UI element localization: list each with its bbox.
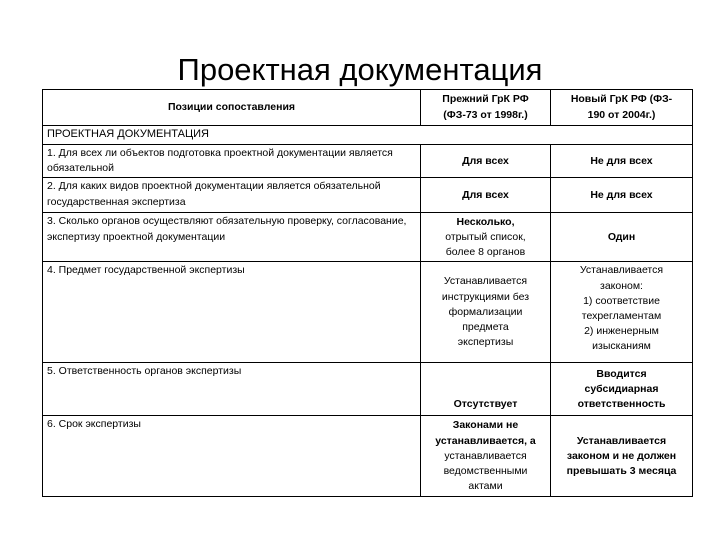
table-row — [43, 262, 693, 363]
row-new-line: изысканиям — [592, 340, 651, 353]
row-position: 2. Для каких видов проектной документации является обязательной государственная экспертиза — [43, 178, 421, 213]
header-positions: Позиции сопоставления — [43, 90, 421, 126]
row-position: 4. Предмет государственной экспертизы — [43, 262, 421, 363]
row-new-line: субсидиарная — [584, 382, 659, 395]
header-row — [43, 90, 693, 126]
table-row — [43, 178, 693, 213]
header-new-law-line: 190 от 2004г.) — [587, 108, 656, 121]
row-old-line: ведомственными — [443, 464, 528, 477]
row-old-line: Законами не — [452, 419, 519, 432]
row-new-line: законом и не должен — [566, 449, 677, 462]
row-old-value: Отсутствует — [421, 363, 551, 416]
header-old-law-line: Прежний ГрК РФ — [442, 93, 529, 106]
row-new-line: Устанавливается — [576, 434, 667, 447]
row-new-value — [551, 262, 693, 363]
page-title: Проектная документация — [177, 52, 543, 87]
row-new-line: Вводится — [596, 367, 647, 380]
row-new-value — [551, 363, 693, 416]
row-new-value: Не для всех — [551, 144, 693, 177]
row-old-line: предмета — [462, 320, 509, 333]
row-old-line: актами — [468, 480, 503, 493]
table-row — [43, 416, 693, 497]
row-old-line: устанавливается — [444, 449, 527, 462]
header-new-law-line: Новый ГрК РФ (ФЗ- — [570, 93, 673, 106]
row-new-line: законом: — [600, 279, 643, 292]
row-new-value: Не для всех — [551, 178, 693, 213]
row-new-line: превышать 3 месяца — [566, 464, 677, 477]
row-old-value — [421, 416, 551, 497]
row-old-line: экспертизы — [457, 336, 514, 349]
row-new-line: техрегламентам — [581, 310, 662, 323]
row-old-value: Для всех — [421, 144, 551, 177]
row-new-line: 1) соответствие — [583, 294, 660, 307]
row-new-value — [551, 416, 693, 497]
row-old-line: Устанавливается — [443, 275, 528, 288]
row-position: 1. Для всех ли объектов подготовка проектной документации является обязательной — [43, 144, 421, 177]
header-old-law — [421, 90, 551, 126]
row-old-line: более 8 органов — [445, 245, 526, 258]
table-row — [43, 144, 693, 177]
row-old-line: инструкциями без — [441, 290, 530, 303]
row-old-line: формализации — [448, 305, 523, 318]
section-row — [43, 126, 693, 145]
row-new-line: Устанавливается — [579, 264, 664, 277]
section-label: ПРОЕКТНАЯ ДОКУМЕНТАЦИЯ — [43, 126, 693, 145]
header-new-law — [551, 90, 693, 126]
row-old-line: отрытый список, — [445, 230, 526, 243]
row-position: 5. Ответственность органов экспертизы — [43, 363, 421, 416]
table-row — [43, 363, 693, 416]
row-position: 3. Сколько органов осуществляют обязательную проверку, согласование, экспертизу проектной документации — [43, 213, 421, 262]
row-new-line: ответственность — [577, 397, 666, 410]
row-old-value — [421, 213, 551, 262]
row-old-line: Несколько, — [456, 215, 515, 228]
row-new-line: 2) инженерным — [584, 325, 659, 338]
row-new-value: Один — [551, 213, 693, 262]
header-old-law-line: (ФЗ-73 от 1998г.) — [443, 108, 528, 121]
row-position: 6. Срок экспертизы — [43, 416, 421, 497]
table-row — [43, 213, 693, 262]
comparison-table — [42, 89, 693, 497]
row-old-value — [421, 262, 551, 363]
row-old-value: Для всех — [421, 178, 551, 213]
row-old-line: устанавливается, а — [435, 434, 536, 447]
